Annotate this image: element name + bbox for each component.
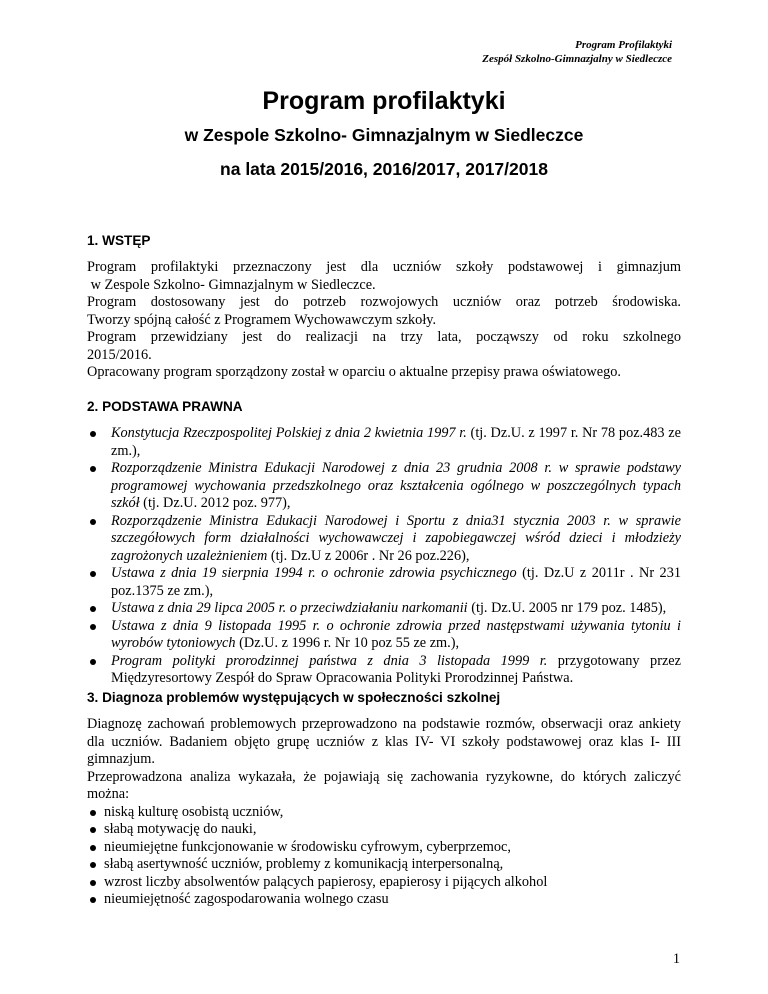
bullet-icon: [90, 862, 96, 868]
bullet-icon: [90, 519, 96, 525]
legal-act-reference: (tj. Dz.U. 2012 poz. 977),: [139, 495, 291, 511]
legal-act-reference: przygotowany przez Międzyresortowy Zespół do Spraw Opracowania Polityki Prorodzinnej Państwa.: [111, 652, 681, 686]
legal-act-item: [87, 565, 681, 600]
legal-act-item: [87, 618, 681, 653]
diagnosis-item: [87, 874, 681, 892]
running-header-school: Zespół Szkolno-Gimnazjalny w Siedleczce: [482, 53, 672, 65]
running-header: [482, 38, 672, 66]
legal-act-title: Ustawa z dnia 9 listopada 1995 r. o ochronie zdrowia przed następstwami używania tytoniu i wyrobów tytoniowych: [111, 617, 681, 651]
bullet-icon: [90, 845, 96, 851]
legal-act-item: [87, 425, 681, 460]
paragraph-line: Program przewidziany jest do realizacji na trzy lata, począwszy od roku szkolnego: [87, 329, 681, 345]
legal-act-title: Rozporządzenie Ministra Edukacji Narodowej z dnia 23 grudnia 2008 r. w sprawie podstawy programowej wychowania przedszkolnego oraz kształcenia ogólnego w poszczególnych typach szkół: [111, 460, 681, 511]
legal-act-item: [87, 460, 681, 513]
section-diagnosis: [87, 689, 681, 707]
running-header-title: Program Profilaktyki: [575, 39, 672, 51]
paragraph-line: 2015/2016.: [87, 346, 152, 363]
legal-act-title: Ustawa z dnia 29 lipca 2005 r. o przeciwdziałaniu narkomanii: [111, 600, 468, 616]
bullet-icon: [90, 880, 96, 886]
bullet-icon: [90, 431, 96, 437]
paragraph-line: Program dostosowany jest do potrzeb rozwojowych uczniów oraz potrzeb środowiska.: [87, 294, 681, 310]
diagnosis-item: [87, 821, 681, 839]
diagnosis-paragraph: Diagnozę zachowań problemowych przeprowadzono na podstawie rozmów, obserwacji oraz ankiety dla uczniów. Badaniem objęto grupę uczniów z klas IV- VI szkoły podstawowej oraz klas I- III gimnazjum.: [87, 716, 681, 767]
document-title: Program profilaktyki: [262, 87, 506, 115]
section-heading-legal-basis: 2. PODSTAWA PRAWNA: [87, 399, 243, 414]
page-number: 1: [672, 951, 680, 967]
section-introduction: [87, 232, 681, 250]
bullet-icon: [90, 624, 96, 630]
legal-act-item: [87, 513, 681, 566]
section-heading-diagnosis: 3. Diagnoza problemów występujących w społeczności szkolnej: [87, 690, 501, 705]
introduction-text: [87, 259, 681, 382]
diagnosis-item-text: słabą asertywność uczniów, problemy z komunikacją interpersonalną,: [104, 856, 504, 872]
legal-act-title: Program polityki prorodzinnej państwa z dnia 3 listopada 1999 r.: [111, 652, 548, 669]
bullet-icon: [90, 606, 96, 612]
section-heading-introduction: 1. WSTĘP: [87, 233, 151, 248]
legal-act-item: [87, 653, 681, 688]
diagnosis-item-text: niską kulturę osobistą uczniów,: [104, 803, 284, 820]
legal-act-title: Konstytucja Rzeczpospolitej Polskiej z dnia 2 kwietnia 1997 r.: [111, 425, 467, 441]
legal-basis-list: [87, 425, 681, 688]
paragraph-line: w Zespole Szkolno- Gimnazjalnym w Siedleczce.: [87, 276, 376, 293]
document-subtitle-years: na lata 2015/2016, 2016/2017, 2017/2018: [220, 159, 548, 179]
bullet-icon: [90, 466, 96, 472]
diagnosis-item: [87, 856, 681, 874]
bullet-icon: [90, 571, 96, 577]
bullet-icon: [90, 897, 96, 903]
paragraph-line: Program profilaktyki przeznaczony jest dla uczniów szkoły podstawowej i gimnazjum: [87, 259, 681, 275]
diagnosis-paragraph: Przeprowadzona analiza wykazała, że pojawiają się zachowania ryzykowne, do których zaliczyć można:: [87, 768, 681, 802]
paragraph-line: Opracowany program sporządzony został w oparciu o aktualne przepisy prawa oświatowego.: [87, 364, 621, 380]
legal-act-reference: (tj. Dz.U z 2011r . Nr 231 poz.1375 ze zm.),: [111, 565, 681, 599]
legal-act-reference: (tj. Dz.U. z 1997 r. Nr 78 poz.483 ze zm.),: [111, 425, 681, 459]
legal-act-reference: (tj. Dz.U z 2006r . Nr 26 poz.226),: [267, 547, 470, 564]
legal-act-title: Rozporządzenie Ministra Edukacji Narodowej i Sportu z dnia31 stycznia 2003 r. w sprawie szczegółowych form działalności wychowawczej i zapobiegawczej wśród dzieci i młodzieży zagrożonych uzależnieniem: [111, 512, 681, 564]
document-subtitle-school: w Zespole Szkolno- Gimnazjalnym w Siedleczce: [184, 125, 584, 145]
diagnosis-item-text: nieumiejętność zagospodarowania wolnego czasu: [104, 891, 389, 907]
diagnosis-text: [87, 716, 681, 909]
diagnosis-item-text: nieumiejętne funkcjonowanie w środowisku cyfrowym, cyberprzemoc,: [104, 838, 511, 855]
legal-act-title: Ustawa z dnia 19 sierpnia 1994 r. o ochronie zdrowia psychicznego: [111, 565, 517, 581]
bullet-icon: [90, 659, 96, 665]
diagnosis-item-text: wzrost liczby absolwentów palących papierosy, epapierosy i pijących alkohol: [104, 873, 548, 890]
bullet-icon: [90, 827, 96, 833]
diagnosis-item: [87, 804, 681, 822]
legal-act-item: [87, 600, 681, 618]
diagnosis-item: [87, 839, 681, 857]
paragraph-line: Tworzy spójną całość z Programem Wychowawczym szkoły.: [87, 311, 437, 328]
bullet-icon: [90, 810, 96, 816]
diagnosis-item-text: słabą motywację do nauki,: [104, 821, 257, 837]
diagnosis-item: [87, 891, 681, 909]
legal-act-reference: (tj. Dz.U. 2005 nr 179 poz. 1485),: [467, 600, 667, 616]
section-legal-basis: [87, 398, 681, 416]
legal-act-reference: (Dz.U. z 1996 r. Nr 10 poz 55 ze zm.),: [235, 635, 460, 651]
